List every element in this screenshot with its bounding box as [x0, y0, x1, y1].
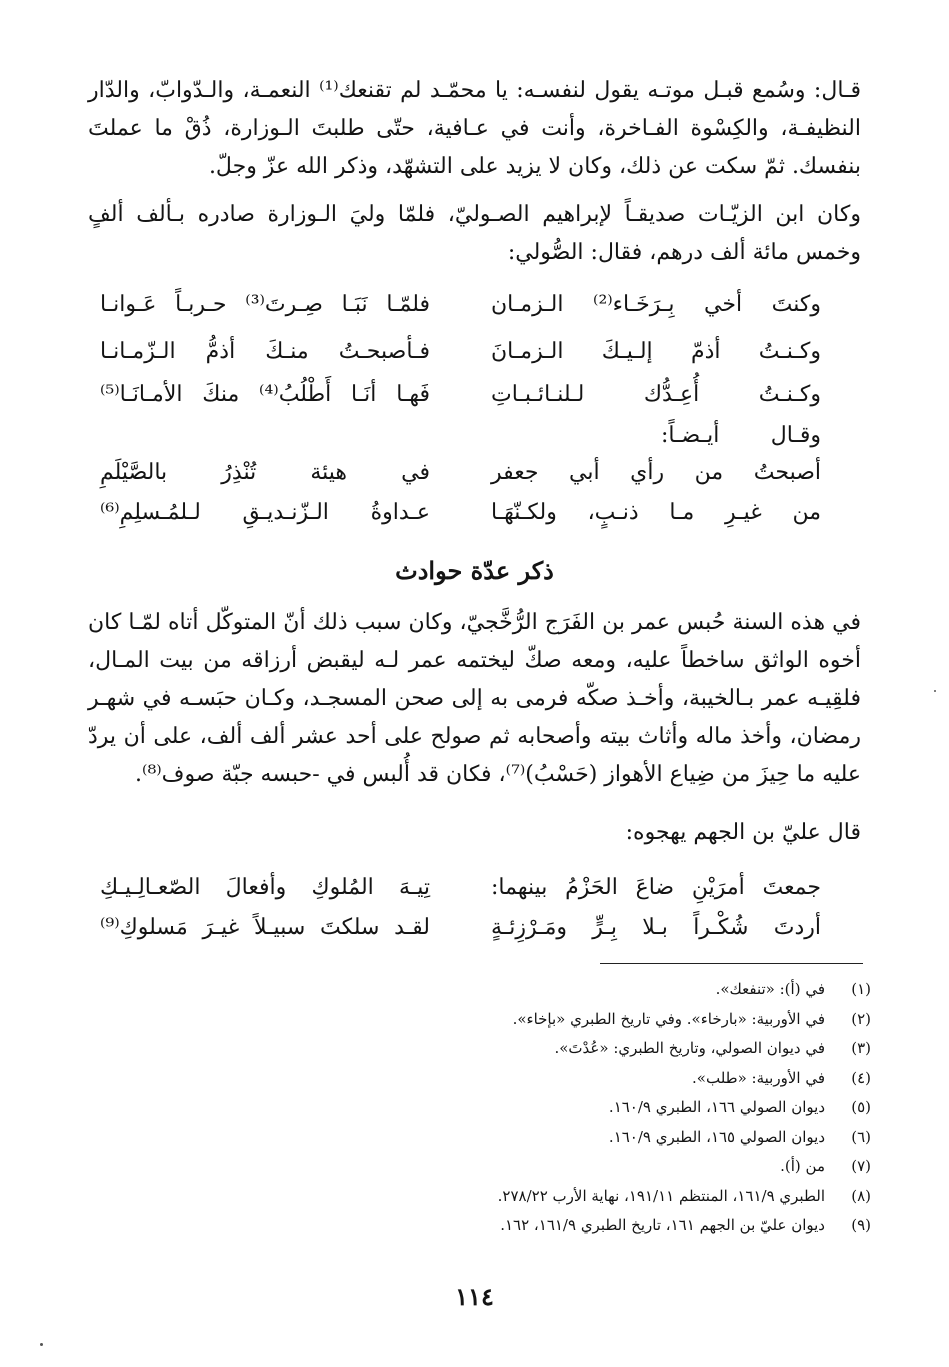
- verse-first-hemistich: أصبحتُ من رأي أبي جعفر: [491, 460, 821, 485]
- verse-second-hemistich: تِيـهَ المُلوكِ وأفعالَ الصّعـالِـيـكِ: [100, 875, 430, 900]
- footnote-text: ديوان الصولي ١٦٥، الطبري ١٦٠/٩.: [608, 1127, 825, 1146]
- footnote-number: (٢): [851, 1009, 871, 1028]
- verse: [100, 334, 821, 370]
- verse-second-hemistich: لقـد سلكتَ سبيـلاً غيـرَ مَسلوكِ⁽⁹⁾: [100, 915, 430, 940]
- footnote: [80, 1152, 871, 1182]
- footnote: [80, 1211, 871, 1241]
- paragraph-ali-ibn-jahm-intro: قال عليّ بن الجهم يهجوه:: [625, 820, 861, 845]
- poem-intro-text: وقـال أيـضـاً:: [661, 423, 821, 448]
- verse-first-hemistich: وكـنـتُ أذمّ إلـيـكَ الـزمـانَ: [491, 339, 821, 364]
- footnote-text: من (أ).: [780, 1157, 825, 1175]
- paragraph-umar-imprisonment: في هذه السنة حُبس عمر بن الفَرَج الرُّخَّجيّ، وكان سبب ذلك أنّ المتوكّل أتاه لمّـا كان أخوه الواثق ساخطاً عليه، ومعه صكّ ليختمه عمر لـه ليقبض أرزاقه من بيت المـال، فلقِيـه عمر بـالخيبة، وأخـذ صكّه فرمى به إلى صحن المسجـد، وكـان حبَسـه في شهـر رمضان، وأخذ ماله وأثاث بيته وأصحابه ثم صولح على أحد عشر ألف ألف، على أن يردّ عليه ما حِيزَ من ضِياع الأهواز (حَسْبُ)⁽⁷⁾، فكان قد أُلبس في -حبسه جبّة صوف⁽⁸⁾.: [88, 610, 861, 787]
- footnote-number: (٦): [851, 1127, 871, 1146]
- verse-first-hemistich: وكـنـتُ أُعِـدُّك لـلنـائـبـاتِ: [491, 382, 821, 407]
- verse: [100, 910, 821, 946]
- footnote: [80, 1064, 871, 1094]
- footnote-text: ديوان عليّ بن الجهم ١٦١، تاريخ الطبري ١٦١/٩، ١٦٢.: [500, 1216, 825, 1234]
- verse-first-hemistich: وكنتَ أخي بِـرَخَـاء⁽²⁾ الـزمـان: [491, 292, 821, 317]
- footnote-number: (١): [851, 980, 871, 998]
- verse-second-hemistich: فَهـا أنَـا أَطْلُبُ⁽⁴⁾ منكَ الأمـانَـا⁽⁵⁾: [100, 382, 430, 407]
- section-heading: ذكر عدّة حوادث: [395, 556, 554, 585]
- scan-speck: [934, 690, 936, 692]
- footnote-number: (٣): [851, 1039, 871, 1057]
- footnote-text: في (أ): «تنفعك».: [715, 980, 825, 998]
- verse-second-hemistich: فـأصبحـتُ منـكَ أذمُّ الـزّمـانـا: [100, 339, 430, 364]
- footnote: [80, 1093, 871, 1123]
- footnotes: [80, 975, 871, 1241]
- footnote: [80, 1182, 871, 1212]
- paragraph-sulī-confiscation: وكان ابن الزيّـات صديقـاً لإبراهيم الصـوليّ، فلمّا وليَ الـوزارة صادره بـألف ألفٍ وخمس مائة ألف درهم، فقال: الصُّولي:: [88, 202, 861, 265]
- verse-second-hemistich: عـداوةُ الـزّنـديـقِ لـلمُـسلِمِ⁽⁶⁾: [100, 500, 430, 525]
- verse-second-hemistich: في هيئة تُنْذِرُ بالصَّيْلَمِ: [100, 460, 430, 485]
- verse: [100, 377, 821, 413]
- verse-first-hemistich: من غيـرِ مـا ذنـبٍ، ولكـنّهَـا: [491, 500, 821, 525]
- footnote-number: (٥): [851, 1098, 871, 1116]
- footnote: [80, 1123, 871, 1153]
- verse-first-hemistich: جمعتَ أمرَيْنِ ضاعَ الحَزْمُ بينهما:: [491, 875, 821, 900]
- page-number: ١١٤: [455, 1282, 494, 1311]
- footnote-text: في الأوربية: «طلب».: [692, 1068, 825, 1087]
- verse-first-hemistich: أردتَ شُكْـراً بـلا بِـرٍّ ومَـرْزِئـةٍ: [491, 915, 821, 940]
- verse-second-hemistich: فلمّـا نَبَـا صِـرتَ⁽³⁾ حـربـاً عَـوانـا: [100, 292, 430, 317]
- footnote-number: (٧): [851, 1157, 871, 1175]
- footnote-number: (٩): [851, 1216, 871, 1234]
- verse: [100, 455, 821, 491]
- poem-intro: [100, 418, 821, 454]
- footnote-text: الطبري ١٦١/٩، المنتظم ١٩١/١١، نهاية الأرب ٢٧٨/٢٢.: [497, 1186, 825, 1205]
- verse: [100, 495, 821, 531]
- footnote-divider: [600, 963, 863, 964]
- paragraph-ibn-zayyat-last-words: قـال: وسُمع قبـل موتـه يقول لنفسـه: يا محمّـد لم تقنعك⁽¹⁾ النعمـة، والـدّوابّ، والدّار النظيفـة، والكِسْوة الفـاخرة، وأنت في عـافية، حتّى طلبتَ الـوزارة، ذُقْ ما عملتَ بنفسك. ثمّ سكت عن ذلك، وكان لا يزيد على التشهّد، وذكر الله عزّ وجلّ.: [88, 78, 861, 179]
- footnote: [80, 1034, 871, 1064]
- verse: [100, 287, 821, 323]
- footnote-number: (٨): [851, 1186, 871, 1205]
- footnote-number: (٤): [851, 1068, 871, 1087]
- footnote-text: في الأوربية: «بارخاء». وفي تاريخ الطبري «بإخاء».: [512, 1009, 825, 1028]
- footnote-text: في ديوان الصولي، وتاريخ الطبري: «عُدْتَ».: [554, 1039, 825, 1057]
- scan-speck: [40, 1343, 43, 1346]
- footnote: [80, 975, 871, 1005]
- verse: [100, 870, 821, 906]
- footnote: [80, 1005, 871, 1035]
- footnote-text: ديوان الصولي ١٦٦، الطبري ١٦٠/٩.: [608, 1098, 825, 1116]
